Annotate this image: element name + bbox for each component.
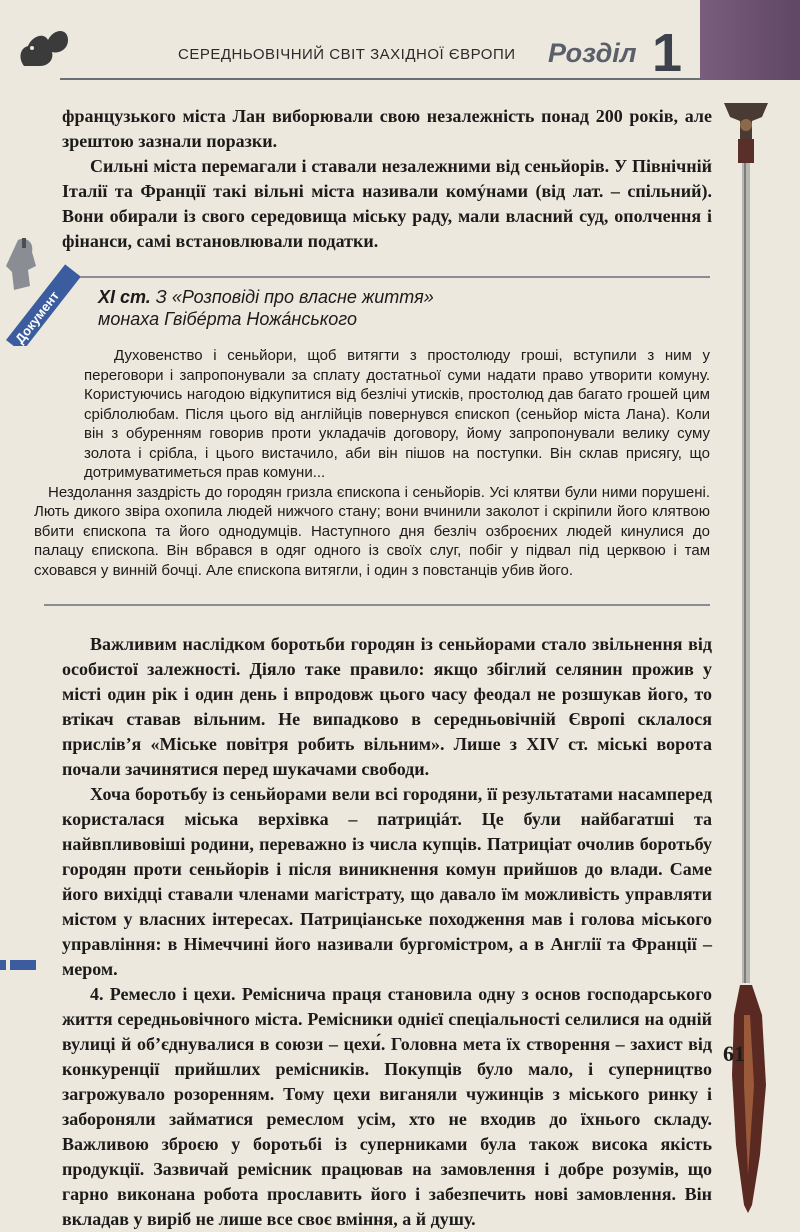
intro-paragraph-1: французького міста Лан виборювали свою незалежність понад 200 років, але зрештою зазнали поразки. — [62, 106, 712, 151]
document-bottom-rule — [44, 604, 710, 606]
document-top-rule — [74, 276, 710, 278]
main-paragraph-1: Важливим наслідком боротьби городян із сеньйорами стало звільнення від особистої залежності. Діяло таке правило: якщо збіглий селянин прожив у місті один рік і один день і впродовж цього часу феодал не розшукав його, то втікач ставав вільним. Не випадково в середньовічній Європі склалося прислів’я «Міське повітря робить вільним». Лише з XIV ст. міські ворота почали зачинятися перед шукачами свободи. — [62, 634, 712, 779]
main-text — [62, 632, 712, 1232]
header-rule — [60, 78, 710, 80]
intro-paragraph-2: Сильні міста перемагали і ставали незалежними від сеньйорів. У Північній Італії та Франції такі вільні міста називали комýнами (від лат. – спільний). Вони обирали із свого середовища міську раду, мали власний суд, ополчення і фінанси, самі встановлювали податки. — [62, 156, 712, 251]
section-number: 1 — [652, 23, 683, 83]
intro-text — [62, 104, 712, 254]
section-marker — [0, 957, 44, 969]
document-text — [34, 346, 710, 580]
page-number: 61 — [723, 1041, 745, 1066]
running-title: СЕРЕДНЬОВІЧНИЙ СВІТ ЗАХІДНОЇ ЄВРОПИ — [178, 46, 516, 63]
document-title-rest: З «Розповіді про власне життя» — [150, 287, 434, 307]
header-color-band — [700, 0, 800, 80]
document-paragraph-1: Духовенство і сеньйори, щоб витягти з простолюду гроші, вступили з ним у переговори і запропонували за сплату достатньої суми надати право утворити комуну. Користуючись нагодою відкупитися від безлічі утисків, простолюд дав багато грошей цим сріблолюбам. Після цього від англійців повернувся єпископ (сеньйор міста Лана). Коли він з обуренням говорив проти укладачів договору, йому запропонували велику суму золота і срібла, і цього вистачило, аби він пішов на поступки. Він склав присягу, що дотримуватиметься прав комуни... — [84, 347, 710, 481]
page-header — [0, 0, 800, 95]
section-label: Розділ — [548, 38, 637, 68]
main-paragraph-2: Хоча боротьбу із сеньйорами вели всі городяни, її результатами насамперед користалася міська верхівка – патриціáт. Це були найбагатші та найвпливовіші родини, переважно із числа купців. Патриціат очолив боротьбу городян проти сеньйорів і після виникнення комун прийшов до влади. Саме його вихідці ставали членами магістрату, що давало їм можливість управляти містом у власних інтересах. Патриціанське походження мав і голова міського управління: в Німеччині його називали бургомістром, а в Англії та Франції – мером. — [62, 784, 712, 979]
squirrel-icon — [14, 18, 74, 70]
document-tag-label: Документ — [12, 288, 63, 346]
document-title — [98, 286, 434, 330]
document-author: монаха Гвібéрта Ножáнського — [98, 309, 357, 329]
main-paragraph-3: 4. Ремесло і цехи. Ремісничa праця становила одну з основ господарського життя середньовічного міста. Ремісники однієї спеціальності селилися на одній вулиці й об’єднувалися в союзи – цехи́. Головна мета їх створення – захист від конкуренції прийшлих ремісників. Покупців було мало, і суперництво загрожувало розоренням. Тому цехи виганяли чужинців з міського ринку і забороняли займатися ремеслом усім, хто не входив до їхнього складу. Важливою зброєю у боротьбі із суперниками була також висока якість продукції. Зазвичай ремісник працював на замовлення і добре розумів, що гарно виконана робота прославить його і забезпечить нові замовлення. Він вкладав у виріб не лише все своє вміння, а й душу. — [62, 984, 712, 1229]
document-century: XI ст. — [98, 287, 151, 307]
document-tag — [0, 236, 80, 346]
document-paragraph-2: Нездолання заздрість до городян гризла єпископа і сеньйорів. Усі клятви були ними порушені. Лють дикого звіра охопила людей нижчого стану; вони вчинили заколот і скріпили його клятвою вбити єпископа та його однодумців. Наступного дня безліч озброєних людей кинулися до палацу єпископа. Він вбрався в одяг одного із своїх слуг, побіг у підвал під церквою і там сховався у винній бочці. Але єпископа витягли, і один з повстанців убив його. — [34, 483, 710, 579]
